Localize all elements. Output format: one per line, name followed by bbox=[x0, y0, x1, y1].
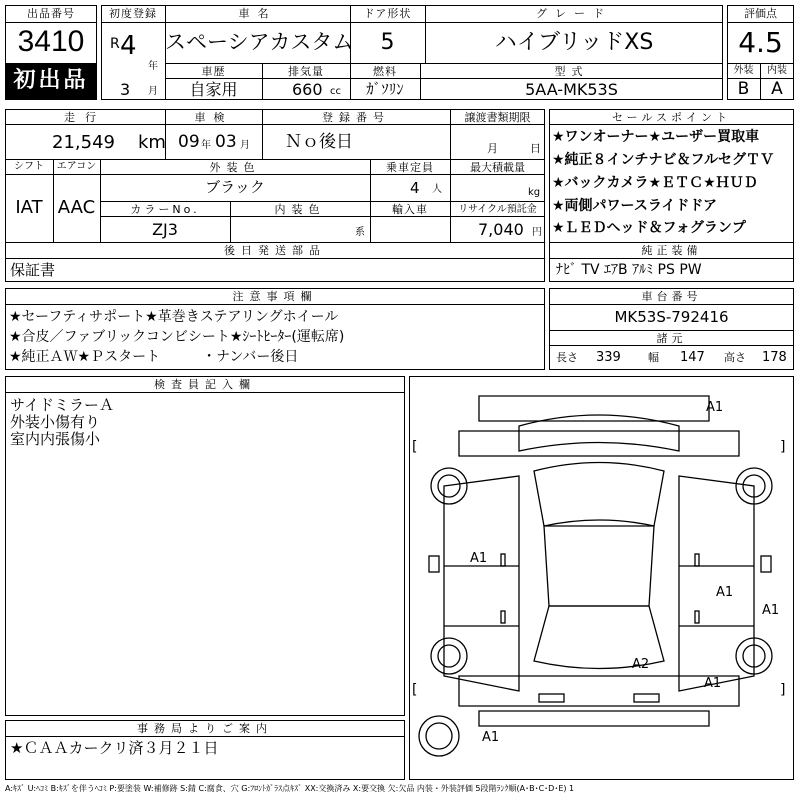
sales-points-title: セールスポイント bbox=[611, 111, 731, 124]
divider bbox=[100, 201, 545, 202]
right-handle bbox=[695, 611, 699, 623]
max-load-label: 最大積載量 bbox=[470, 161, 525, 174]
rear-bumper bbox=[479, 711, 709, 726]
capacity-value: 4 bbox=[410, 179, 420, 197]
month-unit: 月 bbox=[148, 86, 158, 97]
rear-plate bbox=[539, 694, 564, 702]
divider bbox=[5, 392, 405, 393]
interior-label: 内装 bbox=[767, 65, 787, 76]
capacity-label: 乗車定員 bbox=[386, 161, 434, 174]
recycle-label: リサイクル預託金 bbox=[458, 204, 537, 215]
rear-plate bbox=[634, 694, 659, 702]
transfer-day: 日 bbox=[530, 142, 541, 155]
left-side bbox=[444, 476, 519, 691]
equipment-title: 純正装備 bbox=[641, 244, 702, 257]
model-value: 5AA-MK53S bbox=[525, 80, 618, 99]
divider bbox=[5, 736, 405, 737]
divider bbox=[549, 345, 794, 346]
year-unit: 年 bbox=[148, 61, 158, 72]
history-value: 自家用 bbox=[189, 80, 238, 99]
later-parts-value: 保証書 bbox=[10, 261, 56, 279]
chassis-value: MK53S-792416 bbox=[614, 308, 729, 326]
fuel-label: 燃料 bbox=[373, 65, 397, 78]
sales-point-line: ★ワンオーナー★ユーザー買取車 bbox=[552, 129, 760, 145]
bracket-right: ] bbox=[780, 682, 786, 698]
exterior-value: B bbox=[737, 79, 750, 99]
sales-point-line: ★ＬＥＤヘッド＆フォグランプ bbox=[552, 220, 746, 236]
divider bbox=[5, 159, 545, 160]
chassis-title: 車台番号 bbox=[641, 290, 702, 303]
mileage-value: 21,549 bbox=[52, 132, 115, 153]
later-parts-label: 後日発送部品 bbox=[224, 244, 326, 257]
door-label: ドア形状 bbox=[363, 7, 412, 20]
divider bbox=[549, 304, 794, 305]
length-value: 339 bbox=[596, 350, 621, 365]
wheel-rear-left bbox=[431, 638, 467, 674]
spare-wheel bbox=[419, 716, 459, 756]
mirror-left bbox=[429, 556, 439, 572]
max-load-unit: kg bbox=[528, 187, 541, 198]
month-value: 3 bbox=[120, 80, 131, 99]
ext-color-label: 外装色 bbox=[209, 161, 261, 174]
divider bbox=[549, 258, 794, 259]
history-label: 車歴 bbox=[201, 65, 226, 78]
note-line: ★合皮／ファブリックコンビシート★ｼｰﾄﾋｰﾀｰ(運転席) bbox=[9, 329, 345, 345]
damage-mark: A1 bbox=[482, 730, 500, 745]
dims-title: 諸元 bbox=[656, 332, 687, 345]
inspection-month-unit: 月 bbox=[240, 140, 250, 151]
lot-number: 3410 bbox=[17, 25, 85, 58]
capacity-unit: 人 bbox=[432, 184, 442, 195]
divider bbox=[165, 63, 723, 64]
damage-mark: A1 bbox=[762, 603, 780, 618]
legend-text: A:ｷｽﾞ U:ﾍｺﾐ B:ｷｽﾞを伴うﾍｺﾐ P:要塗装 W:補修跡 S:錆 C:腐食、穴 G:ﾌﾛﾝﾄｶﾞﾗｽ点ｷｽﾞ XX:交換済み X:要交換 欠:欠品 内装・外装評価 5段階ﾗﾝｸ順(A･B･C･D･E) 1 bbox=[5, 784, 575, 793]
ext-color-value: ブラック bbox=[205, 178, 265, 196]
recycle-unit: 円 bbox=[532, 227, 542, 238]
score-label: 評価点 bbox=[744, 7, 777, 20]
model-label: 型式 bbox=[554, 65, 589, 78]
divider bbox=[727, 22, 794, 23]
width-value: 147 bbox=[680, 350, 705, 365]
inspection-year: 09 bbox=[178, 132, 200, 152]
mirror-right bbox=[761, 556, 771, 572]
height-label: 高さ bbox=[724, 351, 746, 364]
divider bbox=[549, 242, 794, 243]
lot-label: 出品番号 bbox=[27, 7, 75, 20]
inspection-label: 車検 bbox=[194, 111, 233, 124]
wheel-front-left bbox=[431, 468, 467, 504]
interior-value: A bbox=[771, 79, 783, 99]
divider bbox=[5, 174, 545, 175]
transfer-month: 月 bbox=[487, 142, 498, 155]
right-handle bbox=[695, 554, 699, 566]
car-name-label: 車名 bbox=[238, 7, 277, 20]
int-color-label: 内装色 bbox=[274, 203, 326, 216]
first-reg-label: 初度登録 bbox=[109, 7, 157, 20]
fuel-value: ｶﾞｿﾘﾝ bbox=[366, 80, 404, 98]
mileage-unit: km bbox=[138, 132, 166, 153]
divider bbox=[101, 22, 723, 23]
grade-value: ハイブリッドXS bbox=[494, 30, 654, 55]
inspection-year-unit: 年 bbox=[201, 140, 211, 151]
divider bbox=[5, 304, 545, 305]
int-color-unit: 系 bbox=[355, 227, 365, 238]
bracket-right: ] bbox=[780, 439, 786, 455]
year-value: 4 bbox=[120, 31, 137, 61]
score-value: 4.5 bbox=[738, 26, 783, 59]
car-name: スペーシアカスタム bbox=[165, 30, 354, 54]
divider bbox=[5, 124, 545, 125]
sales-point-line: ★純正８インチナビ＆フルセグＴＶ bbox=[552, 152, 774, 168]
inspector-line: 外装小傷有り bbox=[10, 413, 101, 431]
notes-title: 注意事項欄 bbox=[232, 290, 318, 303]
displacement-value: 660 bbox=[292, 80, 323, 99]
door-value: 5 bbox=[380, 30, 395, 55]
damage-mark: A1 bbox=[704, 676, 722, 691]
reg-value: Ｎｏ後日 bbox=[285, 132, 353, 152]
roof bbox=[544, 526, 654, 606]
damage-mark: A1 bbox=[706, 400, 724, 415]
damage-mark: A2 bbox=[632, 657, 650, 672]
shift-label: シフト bbox=[14, 161, 44, 172]
inspection-month: 03 bbox=[215, 132, 237, 152]
divider bbox=[165, 78, 723, 79]
bracket-left: [ bbox=[412, 439, 418, 455]
divider bbox=[549, 124, 794, 125]
ac-value: AAC bbox=[57, 197, 96, 218]
transfer-label: 譲渡書類期限 bbox=[464, 111, 531, 124]
front-bumper bbox=[479, 396, 709, 421]
length-label: 長さ bbox=[556, 351, 578, 364]
import-label: 輸入車 bbox=[392, 203, 428, 216]
divider bbox=[5, 22, 97, 23]
reg-label: 登録番号 bbox=[322, 111, 390, 124]
era-mark: R bbox=[110, 36, 120, 52]
first-listing-text: 初出品 bbox=[13, 68, 89, 93]
mileage-label: 走行 bbox=[64, 111, 106, 124]
sales-point-line: ★バックカメラ★ＥＴＣ★ＨＵＤ bbox=[552, 175, 758, 191]
divider bbox=[450, 109, 451, 242]
inspector-line: サイドミラーＡ bbox=[10, 396, 114, 414]
bracket-left: [ bbox=[412, 682, 418, 698]
width-label: 幅 bbox=[648, 351, 659, 364]
grade-label: グレード bbox=[536, 7, 612, 20]
exterior-label: 外装 bbox=[733, 65, 754, 76]
displacement-unit: cc bbox=[330, 86, 341, 97]
divider bbox=[100, 216, 545, 217]
windshield bbox=[534, 463, 664, 527]
left-handle bbox=[501, 554, 505, 566]
left-handle bbox=[501, 611, 505, 623]
color-no-label: カラーNo. bbox=[130, 203, 200, 216]
note-line: ★純正ＡＷ★Ｐスタート ・ナンバー後日 bbox=[9, 349, 299, 365]
ac-label: エアコン bbox=[56, 161, 97, 172]
front-body bbox=[459, 431, 739, 456]
inspector-title: 検査員記入欄 bbox=[154, 378, 256, 391]
equipment-value: ﾅﾋﾞ TV ｴｱB ｱﾙﾐ PS PW bbox=[556, 262, 702, 278]
divider bbox=[549, 330, 794, 331]
height-value: 178 bbox=[762, 350, 787, 365]
inspector-line: 室内内張傷小 bbox=[10, 430, 101, 448]
displacement-label: 排気量 bbox=[288, 65, 324, 78]
divider bbox=[5, 242, 545, 243]
damage-mark: A1 bbox=[470, 551, 488, 566]
shift-value: IAT bbox=[15, 197, 43, 218]
damage-mark: A1 bbox=[716, 585, 734, 600]
office-value: ★ＣＡＡカークリ済３月２１日 bbox=[10, 739, 219, 757]
recycle-value: 7,040 bbox=[478, 220, 524, 239]
rear-body bbox=[459, 676, 739, 706]
sales-point-line: ★両側パワースライドドア bbox=[552, 198, 718, 214]
note-line: ★セーフティサポート★革巻きステアリングホイール bbox=[9, 309, 339, 325]
car-diagram bbox=[409, 376, 794, 780]
office-title: 事務局よりご案内 bbox=[137, 722, 273, 735]
divider bbox=[5, 258, 545, 259]
color-no-value: ZJ3 bbox=[152, 220, 178, 239]
